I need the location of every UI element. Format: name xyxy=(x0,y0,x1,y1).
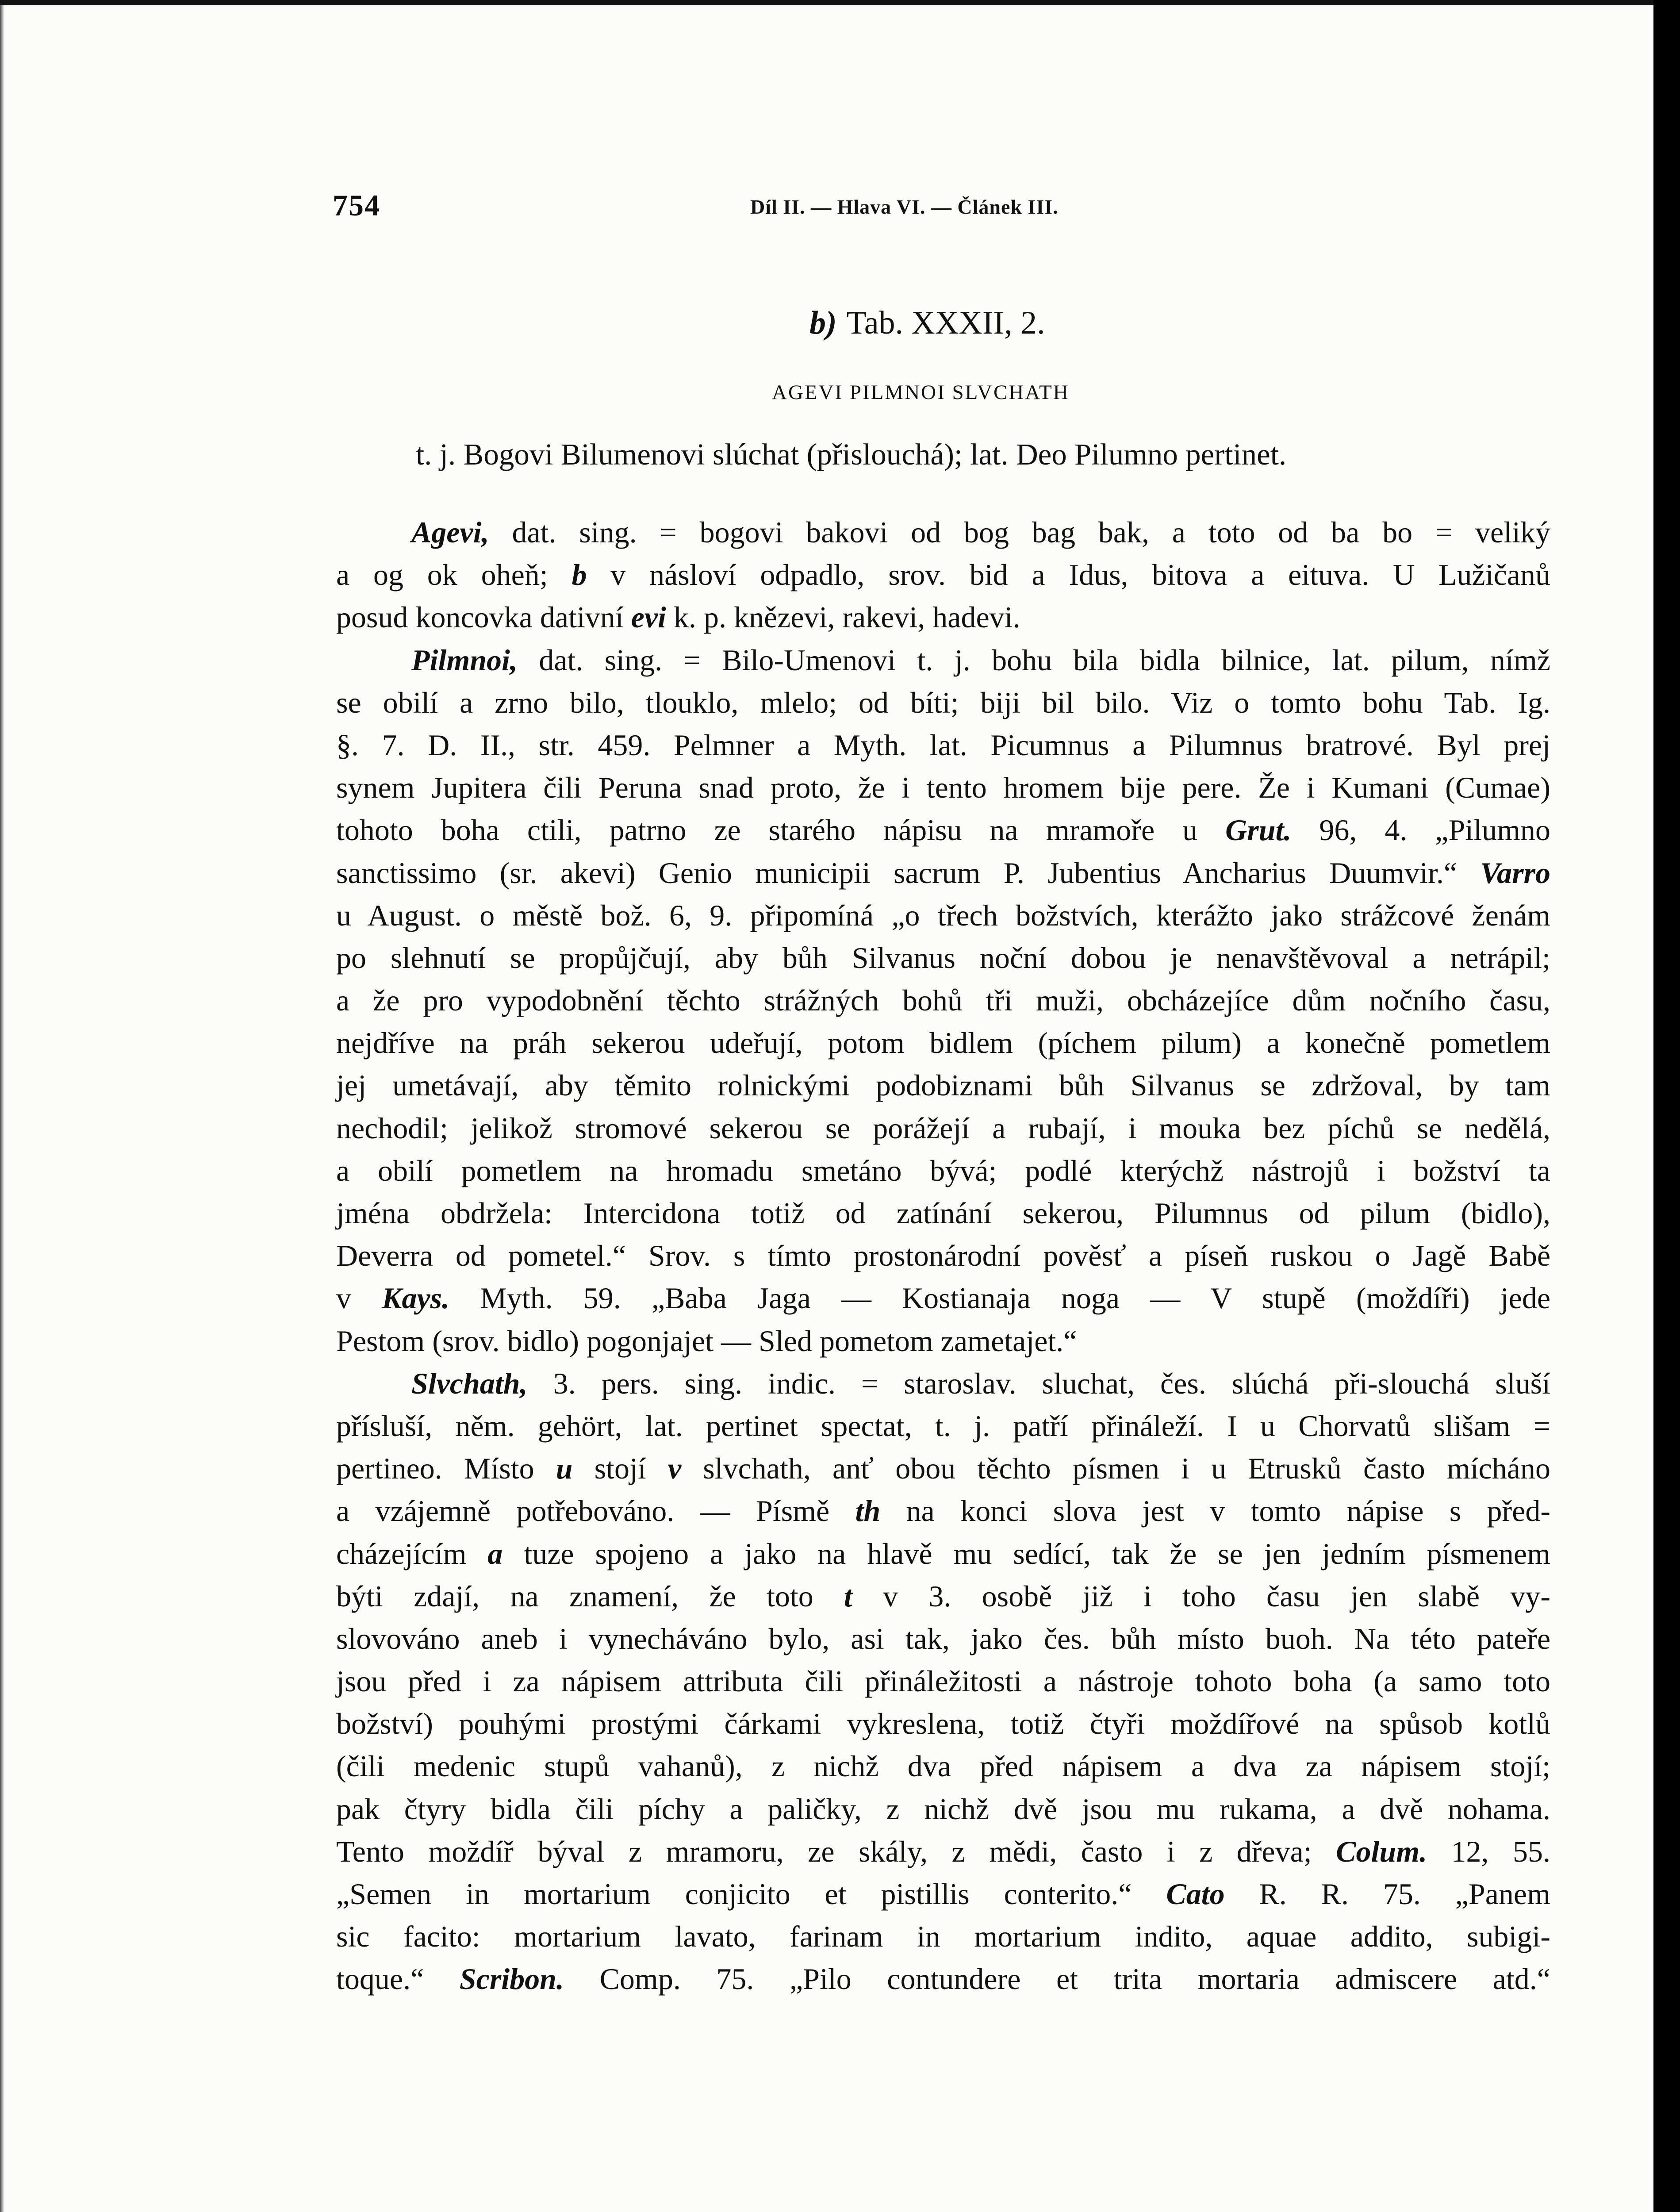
running-head xyxy=(333,188,1563,222)
scan-edge-right xyxy=(1653,0,1680,2212)
text-line: Pestom (srov. bidlo) pogonjajet — Sled pometom zametajet.“ xyxy=(336,1324,1077,1358)
body-text xyxy=(336,511,1550,2001)
text-line: pak čtyry bidla čili píchy a paličky, z nichž dvě jsou mu rukama, a dvě nohama. xyxy=(336,1792,1550,1826)
text-line: „Semen in mortarium conjicito et pistillis conterito.“ Cato R. R. 75. „Panem xyxy=(336,1877,1550,1911)
running-title: Díl II. — Hlava VI. — Článek III. xyxy=(750,196,1059,218)
section-label: b) xyxy=(809,305,837,341)
text-line: se obilí a zrno bilo, tlouklo, mlelo; od bíti; biji bil bilo. Viz o tomto bohu Tab. Ig. xyxy=(336,685,1550,719)
text-line: pertineo. Místo u stojí v slvchath, anť obou těchto písmen i u Etrusků často mícháno xyxy=(336,1452,1550,1486)
text-line: cházejícím a tuze spojeno a jako na hlavě mu sedící, tak že se jen jedním písmenem xyxy=(336,1536,1550,1571)
text-line: přísluší, něm. gehört, lat. pertinet spectat, t. j. patří přináleží. I u Chorvatů slišam = xyxy=(336,1409,1550,1443)
text-line: jsou před i za nápisem attributa čili přináležitosti a nástroje tohoto boha (a samo toto xyxy=(336,1664,1550,1698)
text-line: sic facito: mortarium lavato, farinam in mortarium indito, aquae addito, subigi- xyxy=(336,1920,1550,1954)
text-line: Agevi, dat. sing. = bogovi bakovi od bog bag bak, a toto od ba bo = veliký xyxy=(411,515,1551,549)
text-line: býti zdají, na znamení, že toto t v 3. osobě již i toho času jen slabě vy- xyxy=(336,1579,1550,1613)
text-line: nejdříve na práh sekerou udeřují, potom bidlem (píchem pilum) a konečně pometlem xyxy=(336,1026,1550,1060)
text-line: a obilí pometlem na hromadu smetáno bývá; podlé kterýchž nástrojů i božství ta xyxy=(336,1153,1550,1187)
text-line: Deverra od pometel.“ Srov. s tímto prostonárodní pověsť a píseň ruskou o Jagě Babě xyxy=(336,1239,1550,1273)
scan-edge-top xyxy=(0,0,1680,5)
term-agevi: Agevi, xyxy=(411,515,489,549)
inscription-translation: t. j. Bogovi Bilumenovi slúchat (přislouchá); lat. Deo Pilumno pertinet. xyxy=(416,438,1287,471)
page-number: 754 xyxy=(333,188,380,222)
text-line: po slehnutí se propůjčují, aby bůh Silvanus noční dobou je nenavštěvoval a netrápil; xyxy=(336,941,1550,975)
text-line: Pilmnoi, dat. sing. = Bilo-Umenovi t. j. bohu bila bidla bilnice, lat. pilum, nímž xyxy=(411,643,1550,677)
text-line: nechodil; jelikož stromové sekerou se porážejí a rubají, i mouka bez píchů se nedělá, xyxy=(336,1111,1550,1145)
text-line: synem Jupitera čili Peruna snad proto, že i tento hromem bije pere. Že i Kumani (Cumae) xyxy=(336,771,1550,805)
text-line: §. 7. D. II., str. 459. Pelmner a Myth. lat. Picumnus a Pilumnus bratrové. Byl prej xyxy=(336,728,1550,762)
text-line: jména obdržela: Intercidona totiž od zatínání sekerou, Pilumnus od pilum (bidlo), xyxy=(336,1196,1550,1230)
term-slvchath: Slvchath, xyxy=(411,1366,528,1400)
text-line: Slvchath, 3. pers. sing. indic. = staroslav. sluchat, čes. slúchá při-slouchá sluší xyxy=(411,1366,1551,1400)
text-line: posud koncovka dativní evi k. p. knězevi, rakevi, hadevi. xyxy=(336,600,1020,634)
inscription-text: AGEVI PILMNOI SLVCHATH xyxy=(772,381,1070,404)
scan-edge-left xyxy=(0,0,4,2212)
text-line: božství) pouhými prostými čárkami vykreslena, totiž čtyři moždířové na spůsob kotlů xyxy=(336,1707,1550,1741)
text-line: a og ok oheň; b v násloví odpadlo, srov. bid a Idus, bitova a eituva. U Lužičanů xyxy=(336,558,1550,592)
text-line: (čili medenic stupů vahanů), z nichž dva před nápisem a dva za nápisem stojí; xyxy=(336,1749,1550,1783)
text-line: a vzájemně potřebováno. — Písmě th na konci slova jest v tomto nápise s před- xyxy=(336,1494,1550,1528)
section-title: Tab. XXXII, 2. xyxy=(846,305,1045,341)
text-line: tohoto boha ctili, patrno ze starého nápisu na mramoře u Grut. 96, 4. „Pilumno xyxy=(336,813,1550,847)
text-line: a že pro vypodobnění těchto strážných bohů tři muži, obcházejíce dům nočního času, xyxy=(336,983,1550,1018)
text-line: u August. o městě bož. 6, 9. připomíná „o třech božstvích, kterážto jako strážcové ženám xyxy=(336,898,1550,932)
text-line: v Kays. Myth. 59. „Baba Jaga — Kostianaja noga — V stupě (moždíři) jede xyxy=(336,1281,1551,1315)
text-line: toque.“ Scribon. Comp. 75. „Pilo contundere et trita mortaria admiscere atd.“ xyxy=(336,1962,1550,1996)
section-heading xyxy=(809,304,1045,342)
text-line: Tento moždíř býval z mramoru, ze skály, z mědi, často i z dřeva; Colum. 12, 55. xyxy=(336,1834,1551,1868)
term-pilmnoi: Pilmnoi, xyxy=(411,643,518,677)
text-line: slovováno aneb i vynecháváno bylo, asi tak, jako čes. bůh místo buoh. Na této pateře xyxy=(336,1621,1550,1655)
text-line: sanctissimo (sr. akevi) Genio municipii sacrum P. Jubentius Ancharius Duumvir.“ Varro xyxy=(336,856,1550,890)
text-line: jej umetávají, aby těmito rolnickými podobiznami bůh Silvanus se zdržoval, by tam xyxy=(336,1068,1550,1102)
